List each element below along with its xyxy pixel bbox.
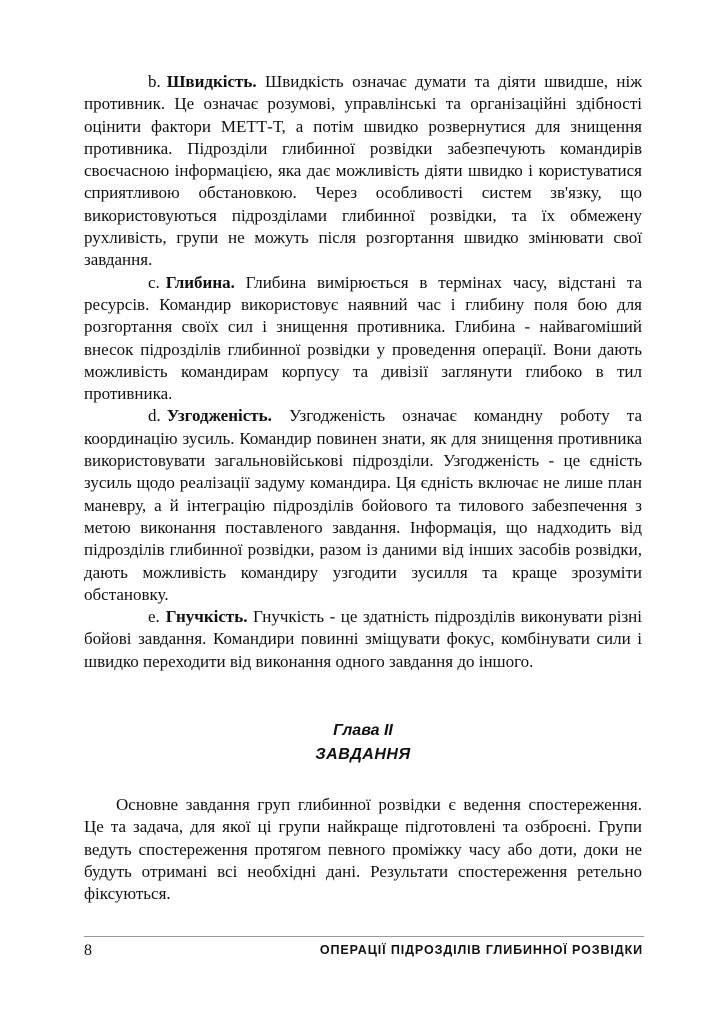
section-paragraph-b — [84, 71, 642, 272]
section-term: Швидкість. — [166, 72, 257, 91]
section-paragraph-c — [84, 272, 642, 406]
section-paragraph-e — [84, 606, 642, 673]
section-marker: b. — [148, 72, 161, 91]
intro-paragraph: Основне завдання груп глибинної розвідки є ведення спостереження. Це та задача, для якої ці групи найкраще підготовлені та озброєні. Групи ведуть спостереження протягом певного проміжку часу або доти, доки не будуть отримані всі необхідні дані. Результати спостереження ретельно фіксуються. — [84, 795, 642, 904]
section-term: Гнучкість. — [165, 607, 248, 627]
section-term: Глибина. — [165, 272, 235, 292]
section-paragraph-d — [84, 405, 642, 606]
running-title: ОПЕРАЦІЇ ПІДРОЗДІЛІВ ГЛИБИННОЇ РОЗВІДКИ — [319, 943, 643, 957]
section-term: Узгодженість. — [166, 406, 272, 426]
section-text: Гнучкість - це здатність підрозділів виконувати різні бойові завдання. Командири повинні зміщувати фокус, комбінувати сили і швидко переходити від виконання одного завдання до іншого. — [84, 607, 643, 671]
section-text: Глибина вимірюється в термінах часу, відстані та ресурсів. Командир використовує наявний час і глибину поля бою для розгортання своїх сил і знищення противника. Глибина - найвагоміший внесок підрозділів глибинної розвідки у проведення операції. Вони дають можливість командирам корпусу та дивізії заглянути глибоко в тил противника. — [84, 272, 643, 404]
section-text: Швидкість означає думати та діяти швидше, ніж противник. Це означає розумові, управлінські та організаційні здібності оцінити фактори МЕТТ-Т, а потім швидко розвернутися для знищення противника. Підрозділи глибинної розвідки забезпечують командирів своєчасною інформацією, яка дає можливість діяти швидко і користуватися сприятливою обстановкою. Через особливості систем зв'язку, що використовуються підрозділами глибинної розвідки, та їх обмежену рухливість, групи не можуть після розгортання швидко змінювати свої завдання. — [84, 72, 642, 270]
section-text: Узгодженість означає командну роботу та координацію зусиль. Командир повинен знати, як для знищення противника використовувати загальновійськові підрозділи. Узгодженість - це єдність зусиль щодо реалізації задуму командира. Ця єдність включає не лише план маневру, а й інтеграцію підрозділів бойового та тилового забезпечення з метою виконання поставленого завдання. Інформація, що надходить від підрозділів глибинної розвідки, разом із даними від інших засобів розвідки, дають можливість командиру узгодити зусилля та краще зрозуміти обстановку. — [84, 406, 642, 604]
chapter-intro — [84, 794, 642, 905]
section-marker: c. — [148, 272, 160, 292]
chapter-title: ЗАВДАННЯ — [315, 746, 411, 763]
chapter-label: Глава II — [333, 722, 393, 739]
section-marker: e. — [148, 607, 160, 627]
page-number: 8 — [84, 942, 92, 959]
section-marker: d. — [148, 406, 161, 426]
principles-sections — [84, 71, 642, 673]
footer-divider — [84, 936, 644, 937]
